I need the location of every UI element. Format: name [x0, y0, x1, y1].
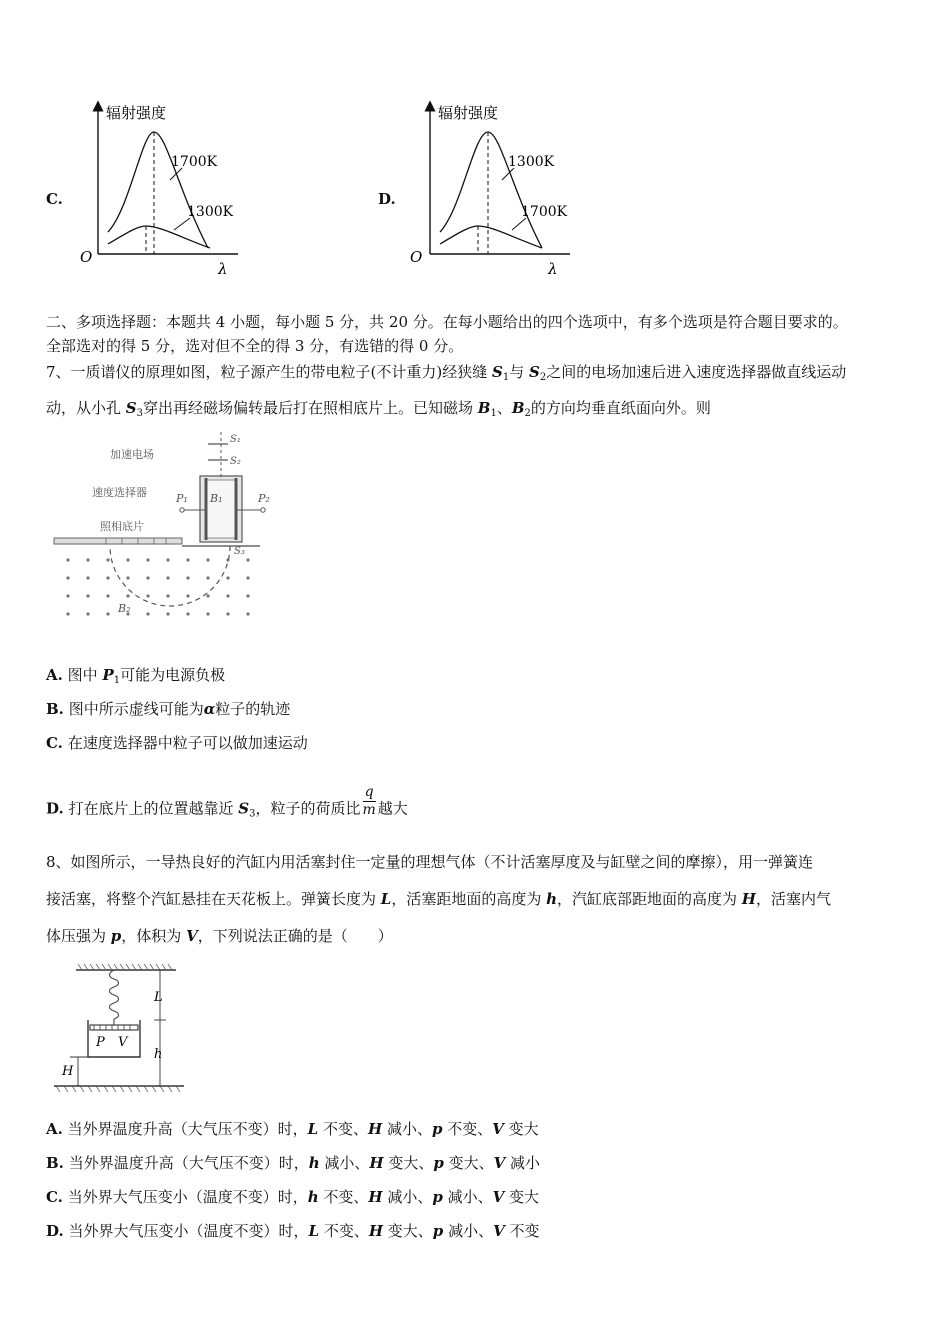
cylinder-figure — [52, 962, 192, 1100]
H-label: H — [62, 1064, 74, 1079]
q7-stem-line2: 动，从小孔 $S_3$穿出再经磁场偏转最后打在照相底片上。已知磁场 $B_1$、$B_2$的方向均垂直纸面向外。则 — [46, 399, 711, 419]
option-d-label: D. — [378, 190, 396, 208]
origin-label: O — [80, 248, 93, 266]
curve-high-label: 1700K — [171, 154, 218, 170]
magnetic-field-dots — [66, 558, 249, 615]
s1-label: S₁ — [230, 434, 241, 445]
selector-inner — [206, 480, 236, 538]
P-label: P — [96, 1035, 105, 1050]
curve-low-label: 1700K — [521, 204, 568, 220]
x-axis-label: λ — [218, 260, 228, 278]
q7-option-b[interactable]: B. 图中所示虚线可能为α粒子的轨迹 — [46, 700, 291, 718]
y-axis-label: 辐射强度 — [438, 104, 499, 122]
film-label: 照相底片 — [100, 520, 144, 533]
curve-low — [108, 226, 210, 248]
curve-low — [440, 226, 542, 248]
curve-high-label: 1300K — [508, 154, 555, 170]
mass-spectrometer-figure — [50, 430, 270, 630]
x-axis-label: λ — [548, 260, 558, 278]
section-heading-line1: 二、多项选择题：本题共 4 小题，每小题 5 分，共 20 分。在每小题给出的四个选项中，有多个选项是符合题目要求的。 — [46, 313, 848, 331]
p2-label: P₂ — [258, 492, 270, 505]
spring — [110, 970, 119, 1019]
b1-label: B₁ — [210, 492, 223, 505]
velocity-selector-label: 速度选择器 — [92, 486, 147, 499]
p1-label: P₁ — [176, 492, 188, 505]
q7-option-c[interactable]: C. 在速度选择器中粒子可以做加速运动 — [46, 734, 308, 752]
s2-label: S₂ — [230, 456, 241, 467]
q7-stem-line1: 7、一质谱仪的原理如图，粒子源产生的带电粒子(不计重力)经狭缝 $S_1$与 $S_2$之间的电场加速后进入速度选择器做直线运动 — [46, 363, 847, 383]
s3-label: S₃ — [234, 546, 245, 557]
ground-hatch — [56, 1086, 180, 1092]
origin-label: O — [410, 248, 423, 266]
piston — [90, 1025, 138, 1030]
section-heading-line2: 全部选对的得 5 分，选对但不全的得 3 分，有选错的得 0 分。 — [46, 337, 464, 355]
graph-d — [402, 98, 602, 280]
ceiling-hatch — [78, 964, 172, 970]
terminal-p2 — [261, 508, 265, 512]
option-c-label: C. — [46, 190, 63, 208]
b2-label: B₂ — [118, 602, 131, 615]
V-label: V — [118, 1035, 128, 1050]
curve-low-label: 1300K — [187, 204, 234, 220]
q8-stem-line3: 体压强为 p，体积为 V，下列说法正确的是（ ） — [46, 927, 393, 945]
terminal-p1 — [180, 508, 184, 512]
accel-field-label: 加速电场 — [110, 448, 154, 461]
q8-option-b[interactable]: B. 当外界温度升高（大气压不变）时，h 减小、H 变大、p 变大、V 减小 — [46, 1154, 541, 1172]
q8-stem-line2: 接活塞，将整个汽缸悬挂在天花板上。弹簧长度为 L，活塞距地面的高度为 h，汽缸底部距地面的高度为 H，活塞内气 — [46, 890, 831, 908]
curve-high — [108, 132, 208, 248]
q8-option-d[interactable]: D. 当外界大气压变小（温度不变）时，L 不变、H 变大、p 减小、V 不变 — [46, 1222, 540, 1240]
y-axis-label: 辐射强度 — [106, 104, 167, 122]
q8-option-c[interactable]: C. 当外界大气压变小（温度不变）时，h 不变、H 减小、p 减小、V 变大 — [46, 1188, 540, 1206]
curve-high — [440, 132, 542, 248]
q7-option-d[interactable]: D. 打在底片上的位置越靠近 $S_3$，粒子的荷质比 $\frac{q}{m}$ 越大 — [46, 784, 408, 820]
q8-stem-line1: 8、如图所示，一导热良好的汽缸内用活塞封住一定量的理想气体（不计活塞厚度及与缸壁之间的摩擦），用一弹簧连 — [46, 853, 814, 871]
photo-film — [54, 538, 182, 544]
graph-c — [70, 98, 270, 280]
h-label: h — [154, 1047, 163, 1062]
L-label: L — [154, 990, 163, 1005]
q8-option-a[interactable]: A. 当外界温度升高（大气压不变）时，L 不变、H 减小、p 不变、V 变大 — [46, 1120, 539, 1138]
q7-option-a[interactable]: A. 图中 $P_1$可能为电源负极 — [46, 666, 226, 686]
charge-mass-fraction: $\frac{q}{m}$ — [362, 784, 376, 818]
